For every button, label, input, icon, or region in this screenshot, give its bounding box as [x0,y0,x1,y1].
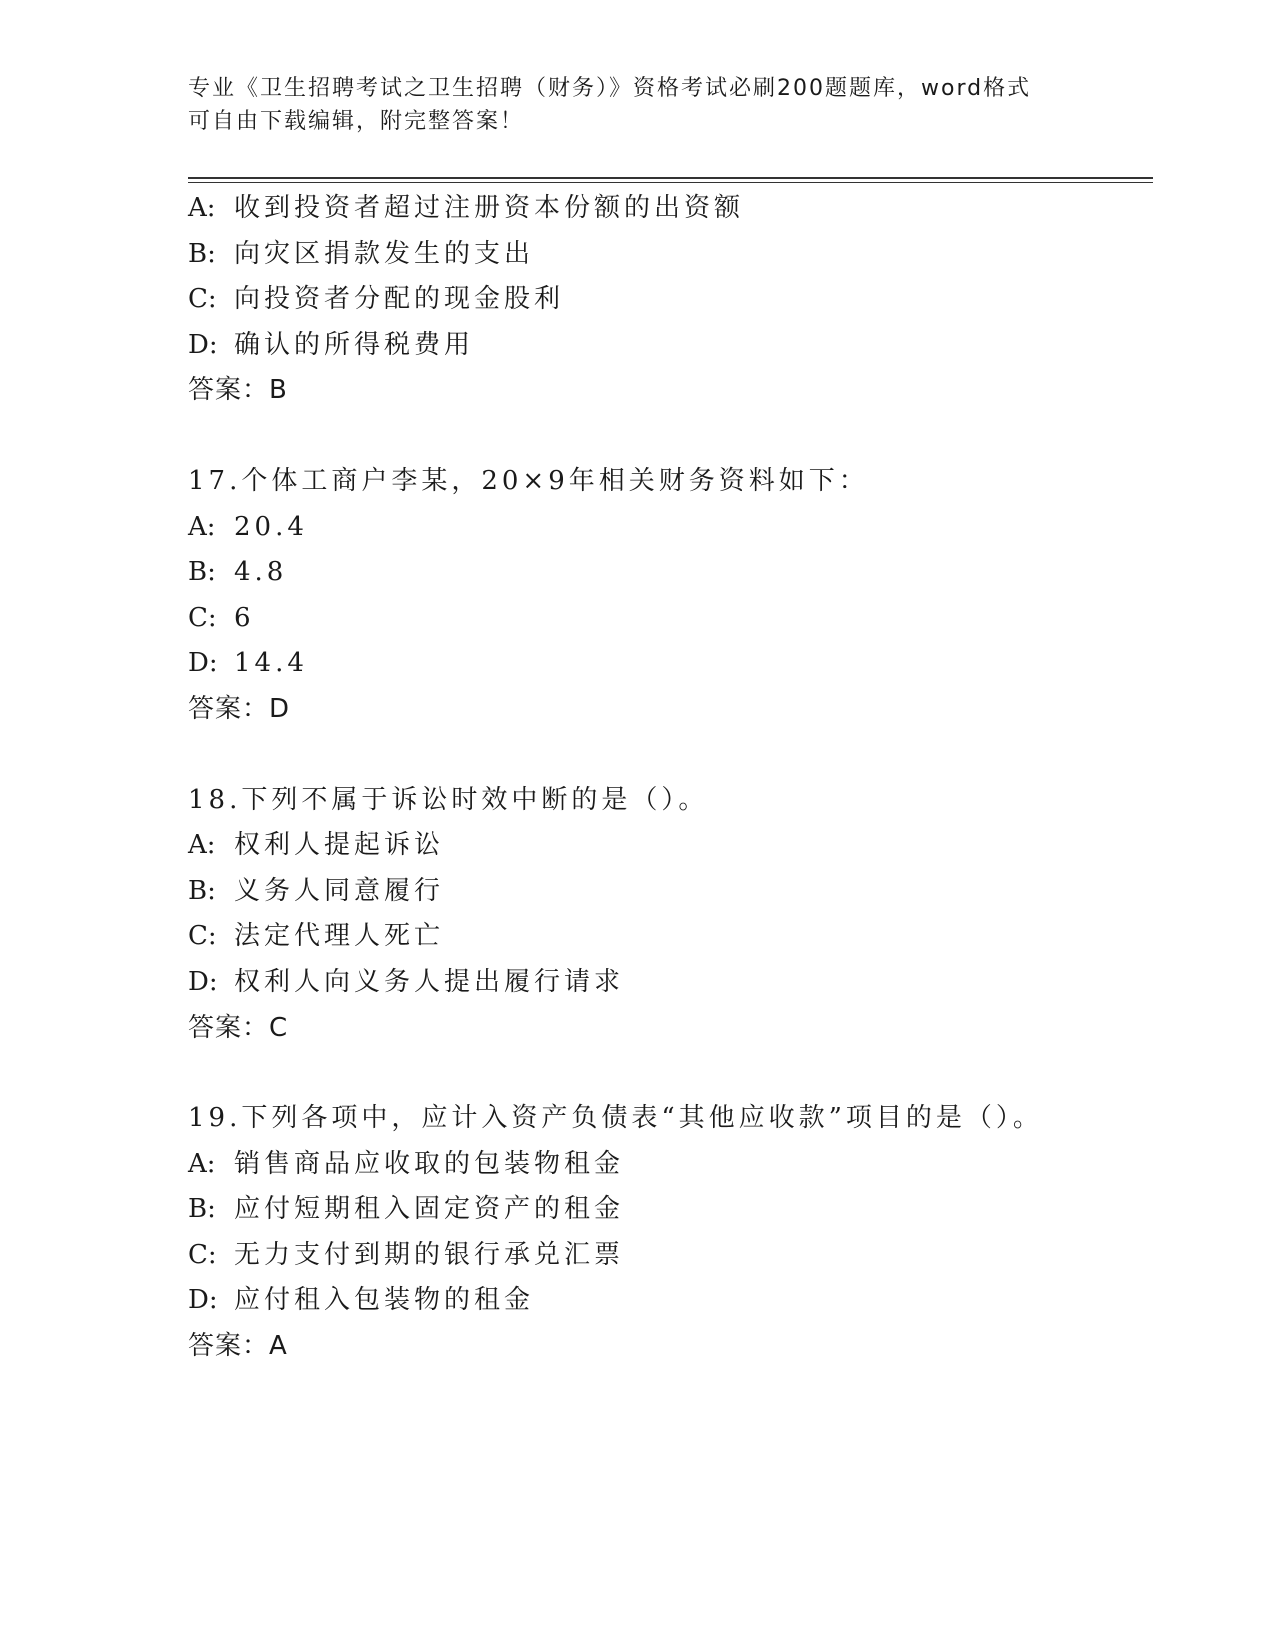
question-block [188,459,1148,733]
option-b: B: 向灾区捐款发生的支出 [188,238,535,269]
option-d: D: 应付租入包装物的租金 [188,1285,535,1316]
answer-line: 答案：A [188,1331,288,1362]
header-divider-thick [188,177,1153,179]
header-divider-thin [188,182,1153,183]
option-b: B: 4.8 [188,557,288,588]
option-d: D: 确认的所得税费用 [188,329,475,360]
option-a: A: 权利人提起诉讼 [188,830,445,861]
option-c: C: 6 [188,602,255,633]
answer-line: 答案：D [188,693,291,724]
option-a: A: 销售商品应收取的包装物租金 [188,1148,625,1179]
question-stem: 17.个体工商户李某，20×9年相关财务资料如下： [188,465,869,496]
option-b: B: 应付短期租入固定资产的租金 [188,1194,625,1225]
question-block [188,1096,1148,1370]
option-c: C: 无力支付到期的银行承兑汇票 [188,1239,625,1270]
question-block [188,778,1148,1052]
option-d: D: 权利人向义务人提出履行请求 [188,966,625,997]
header-line-2: 可自由下载编辑，附完整答案！ [188,109,525,134]
question-list [188,186,1148,1415]
option-d: D: 14.4 [188,648,308,679]
answer-line: 答案：B [188,375,288,406]
option-a: A: 收到投资者超过注册资本份额的出资额 [188,193,745,223]
document-header [188,72,1088,138]
option-a: A: 20.4 [188,511,308,542]
option-c: C: 向投资者分配的现金股利 [188,284,565,315]
option-b: B: 义务人同意履行 [188,875,445,906]
option-c: C: 法定代理人死亡 [188,921,445,952]
question-block [188,186,1148,414]
header-line-1: 专业《卫生招聘考试之卫生招聘（财务）》资格考试必刷200题题库，word格式 [188,76,1032,101]
question-stem: 19.下列各项中，应计入资产负债表“其他应收款”项目的是（）。 [188,1103,1043,1134]
question-stem: 18.下列不属于诉讼时效中断的是（）。 [188,784,709,815]
answer-line: 答案：C [188,1012,289,1043]
